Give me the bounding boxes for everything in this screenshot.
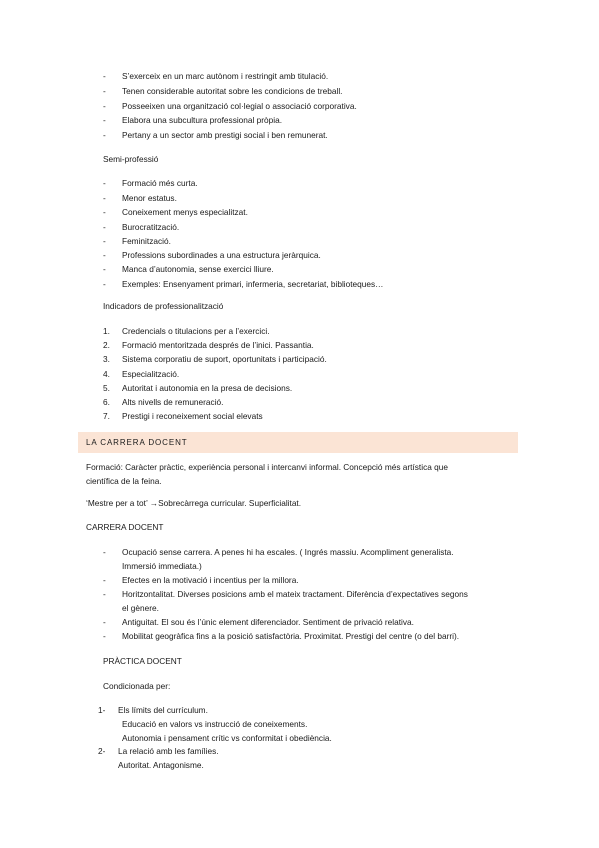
carrera-docent-heading: CARRERA DOCENT xyxy=(86,522,164,532)
list-item: Ocupació sense carrera. A penes hi ha escales. ( Ingrés massiu. Acompliment generalista. xyxy=(122,547,454,557)
formacio-paragraph-line: Formació: Caràcter pràctic, experiència personal i intercanvi informal. Concepció més artística que xyxy=(86,462,448,472)
list-item: Efectes en la motivació i incentius per la millora. xyxy=(122,575,299,585)
list-dash: - xyxy=(103,264,106,274)
list-item: Formació més curta. xyxy=(122,178,198,188)
list-item: Exemples: Ensenyament primari, infermeria, secretariat, biblioteques… xyxy=(122,279,384,289)
list-item: Mobilitat geogràfica fins a la posició satisfactòria. Proximitat. Prestigi del centre (o del barri). xyxy=(122,631,460,641)
section-heading: LA CARRERA DOCENT xyxy=(86,438,188,447)
list-dash: - xyxy=(103,279,106,289)
practica-docent-heading: PRÀCTICA DOCENT xyxy=(103,656,182,666)
list-number: 3. xyxy=(103,354,110,364)
list-item: Formació mentoritzada després de l’inici. Passantia. xyxy=(122,340,314,350)
list-item: S’exerceix en un marc autònom i restringit amb titulació. xyxy=(122,71,329,81)
list-number: 7. xyxy=(103,411,110,421)
list-number: 1- xyxy=(98,705,106,715)
list-number: 6. xyxy=(103,397,110,407)
list-item: Tenen considerable autoritat sobre les condicions de treball. xyxy=(122,86,343,96)
list-number: 5. xyxy=(103,383,110,393)
list-item: Professions subordinades a una estructura jeràrquica. xyxy=(122,250,321,260)
list-item: Sistema corporatiu de suport, oportunitats i participació. xyxy=(122,354,327,364)
list-item: Elabora una subcultura professional pròpia. xyxy=(122,115,283,125)
list-dash: - xyxy=(103,71,106,81)
list-item: Menor estatus. xyxy=(122,193,177,203)
list-dash: - xyxy=(103,547,106,557)
list-item: Prestigi i reconeixement social elevats xyxy=(122,411,263,421)
list-dash: - xyxy=(103,130,106,140)
list-item-title: Els límits del currículum. xyxy=(118,705,208,715)
list-item-title: La relació amb les famílies. xyxy=(118,746,219,756)
indicadors-heading: Indicadors de professionalització xyxy=(103,301,224,311)
list-dash: - xyxy=(103,236,106,246)
list-item-continuation: Immersió immediata.) xyxy=(122,561,202,571)
list-number: 2- xyxy=(98,746,106,756)
list-dash: - xyxy=(103,193,106,203)
list-item: Manca d’autonomia, sense exercici lliure. xyxy=(122,264,274,274)
list-item: Burocratització. xyxy=(122,222,180,232)
list-item-continuation: el gènere. xyxy=(122,603,159,613)
list-dash: - xyxy=(103,178,106,188)
list-dash: - xyxy=(103,575,106,585)
list-item: Pertany a un sector amb prestigi social i ben remunerat. xyxy=(122,130,328,140)
list-item: Credencials o titulacions per a l’exercici. xyxy=(122,326,270,336)
list-item-detail: Autonomia i pensament crític vs conformitat i obediència. xyxy=(122,733,332,743)
list-item-detail: Educació en valors vs instrucció de coneixements. xyxy=(122,719,308,729)
list-dash: - xyxy=(103,101,106,111)
list-number: 2. xyxy=(103,340,110,350)
list-dash: - xyxy=(103,250,106,260)
list-number: 1. xyxy=(103,326,110,336)
list-item: Feminització. xyxy=(122,236,171,246)
list-item: Coneixement menys especialitzat. xyxy=(122,207,248,217)
list-dash: - xyxy=(103,115,106,125)
list-item: Autoritat i autonomia en la presa de decisions. xyxy=(122,383,293,393)
list-item: Especialització. xyxy=(122,369,180,379)
list-item-detail: Autoritat. Antagonisme. xyxy=(118,760,204,770)
list-item: Antiguitat. El sou és l’únic element diferenciador. Sentiment de privació relativa. xyxy=(122,617,414,627)
list-dash: - xyxy=(103,207,106,217)
list-dash: - xyxy=(103,617,106,627)
list-item: Horitzontalitat. Diverses posicions amb el mateix tractament. Diferència d’expectatives segons xyxy=(122,589,468,599)
list-dash: - xyxy=(103,631,106,641)
list-dash: - xyxy=(103,86,106,96)
list-dash: - xyxy=(103,222,106,232)
list-item: Alts nivells de remuneració. xyxy=(122,397,224,407)
condicionada-subheading: Condicionada per: xyxy=(103,681,171,691)
semi-professio-heading: Semi-professió xyxy=(103,154,159,164)
list-dash: - xyxy=(103,589,106,599)
list-number: 4. xyxy=(103,369,110,379)
list-item: Posseeixen una organització col·legial o associació corporativa. xyxy=(122,101,357,111)
mestre-paragraph: ‘Mestre per a tot’ →Sobrecàrrega curricular. Superficialitat. xyxy=(86,498,302,508)
formacio-paragraph-line: científica de la feina. xyxy=(86,476,162,486)
